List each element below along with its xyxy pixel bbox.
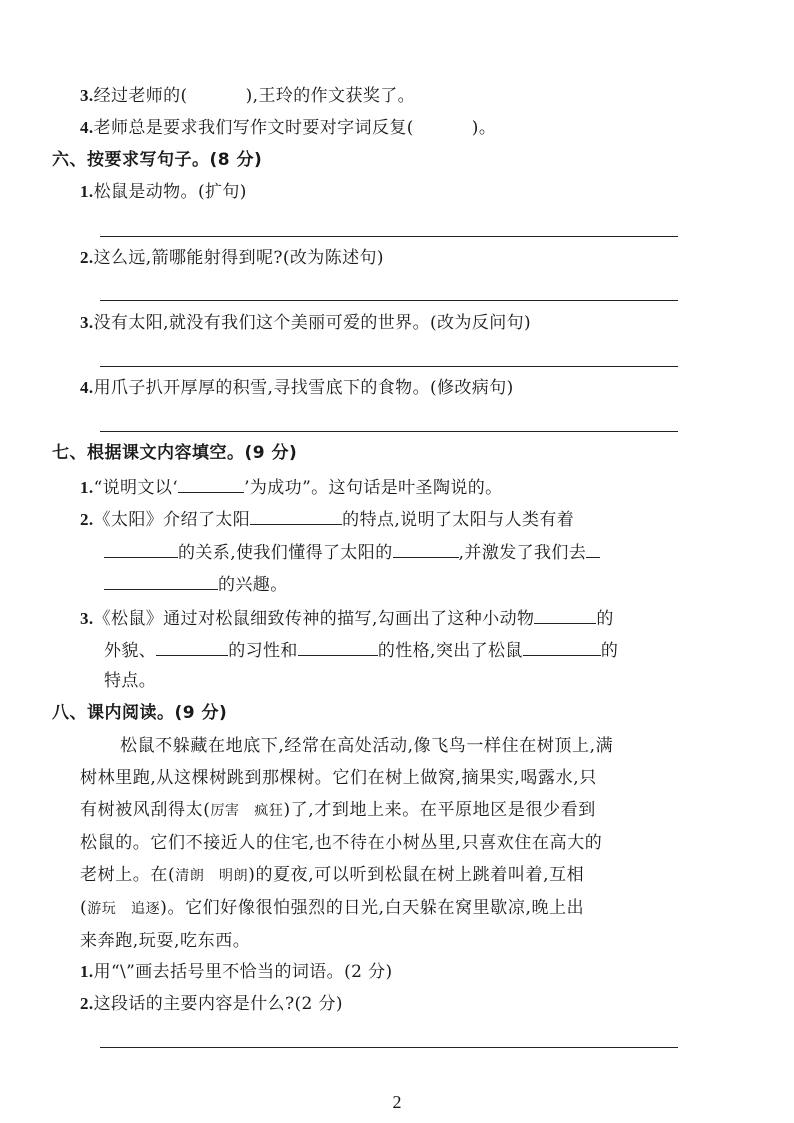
question-number: 3. [80,313,94,332]
question-text: 用爪子扒开厚厚的积雪,寻找雪底下的食物。(修改病句) [93,378,514,398]
question-6-1 [80,182,247,202]
question-8-2 [80,994,343,1014]
passage-line: 树林里跑,从这棵树跳到那棵树。它们在树上做窝,摘果实,喝露水,只 [80,768,597,788]
passage-text: 有树被风刮得太( [80,800,211,820]
question-text: 的习性和 [228,641,298,661]
page-number: 2 [392,1092,402,1112]
answer-line[interactable] [100,236,678,237]
section-6-heading: 六、按要求写句子。(8 分) [52,150,263,170]
question-text: ’为成功”。这句话是叶圣陶说的。 [244,478,503,498]
fill-blank[interactable] [534,607,596,624]
question-text: 没有太阳,就没有我们这个美丽可爱的世界。(改为反问句) [93,313,532,333]
question-7-2-line1 [80,508,574,530]
fill-blank[interactable] [104,541,178,558]
passage-line [80,859,680,892]
question-7-3-line3 [104,671,156,691]
question-7-1 [80,476,503,498]
fill-blank[interactable] [393,541,459,558]
question-text: 的特点,说明了太阳与人类有着 [342,510,575,530]
passage-text: ( [80,898,88,918]
question-5-3 [80,86,415,106]
section-8-heading: 八、课内阅读。(9 分) [52,703,228,723]
fill-blank[interactable] [178,476,244,493]
passage-line: 松鼠不躲藏在地底下,经常在高处活动,像飞鸟一样住在树顶上,满 [120,736,614,756]
question-number: 4. [80,378,94,397]
question-text-before: 老师总是要求我们写作文时要对字词反复( [93,118,414,138]
question-number: 2. [80,510,94,529]
question-number: 2. [80,248,94,267]
question-text: 的 [596,609,614,629]
question-text: 的 [600,641,619,661]
fill-blank[interactable] [156,639,228,656]
word-choice-options[interactable]: 厉害 疯狂 [210,803,284,819]
section-7-heading: 七、根据课文内容填空。(9 分) [52,443,298,463]
fill-blank[interactable] [298,639,378,656]
question-text-before: 经过老师的( [93,86,188,106]
question-7-3-line1 [80,607,614,629]
question-8-1 [80,962,393,982]
question-text: 《太阳》介绍了太阳 [93,510,251,530]
question-text: 的兴趣。 [218,575,288,595]
question-number: 1. [80,962,94,981]
fill-blank[interactable] [250,508,342,525]
question-text: 的关系,使我们懂得了太阳的 [178,543,393,563]
question-text: 的性格,突出了松鼠 [377,641,523,661]
fill-blank[interactable] [586,541,600,558]
passage-text: )了,才到地上来。在平原地区是很少看到 [283,800,596,820]
question-6-4 [80,378,514,398]
passage-line: 松鼠的。它们不接近人的住宅,也不待在小树丛里,只喜欢住在高大的 [80,833,603,853]
passage-line: 来奔跑,玩耍,吃东西。 [80,931,251,951]
reading-passage [80,730,680,957]
question-text-after: )。 [471,118,497,138]
word-choice-options[interactable]: 游玩 追逐 [87,901,161,917]
question-text: 《松鼠》通过对松鼠细致传神的描写,勾画出了这种小动物 [93,609,535,629]
question-number: 3. [80,609,94,628]
answer-line[interactable] [100,300,678,301]
question-text: 这么远,箭哪能射得到呢?(改为陈述句) [93,248,384,268]
answer-line[interactable] [100,366,678,367]
passage-text: )。它们好像很怕强烈的日光,白天躲在窝里歇凉,晚上出 [160,898,585,918]
passage-line [80,892,680,925]
answer-line[interactable] [100,1047,678,1048]
question-text: 特点。 [104,671,157,691]
question-text: ,并激发了我们去 [458,543,587,563]
passage-line [80,794,680,827]
question-5-4 [80,118,496,138]
passage-text: 老树上。在( [80,865,176,885]
question-number: 4. [80,118,94,137]
question-number: 1. [80,182,94,201]
question-number: 1. [80,478,94,497]
word-choice-options[interactable]: 清朗 明朗 [175,868,249,884]
fill-blank[interactable] [523,639,601,656]
question-number: 2. [80,994,94,1013]
question-7-2-line2 [104,541,600,563]
fill-blank[interactable] [104,573,218,590]
question-text: 松鼠是动物。(扩句) [93,182,247,202]
question-number: 3. [80,86,94,105]
question-text: 这段话的主要内容是什么?(2 分) [93,994,343,1014]
answer-line[interactable] [100,431,678,432]
question-text: 外貌、 [104,641,157,661]
question-6-3 [80,313,531,333]
question-7-2-line3 [104,573,288,595]
passage-text: )的夏夜,可以听到松鼠在树上跳着叫着,互相 [248,865,585,885]
question-6-2 [80,248,384,268]
question-text: “说明文以‘ [93,478,179,498]
question-text: 用“\”画去括号里不恰当的词语。(2 分) [93,962,393,982]
question-text-after: ),王玲的作文获奖了。 [245,86,416,106]
question-7-3-line2 [104,639,618,661]
